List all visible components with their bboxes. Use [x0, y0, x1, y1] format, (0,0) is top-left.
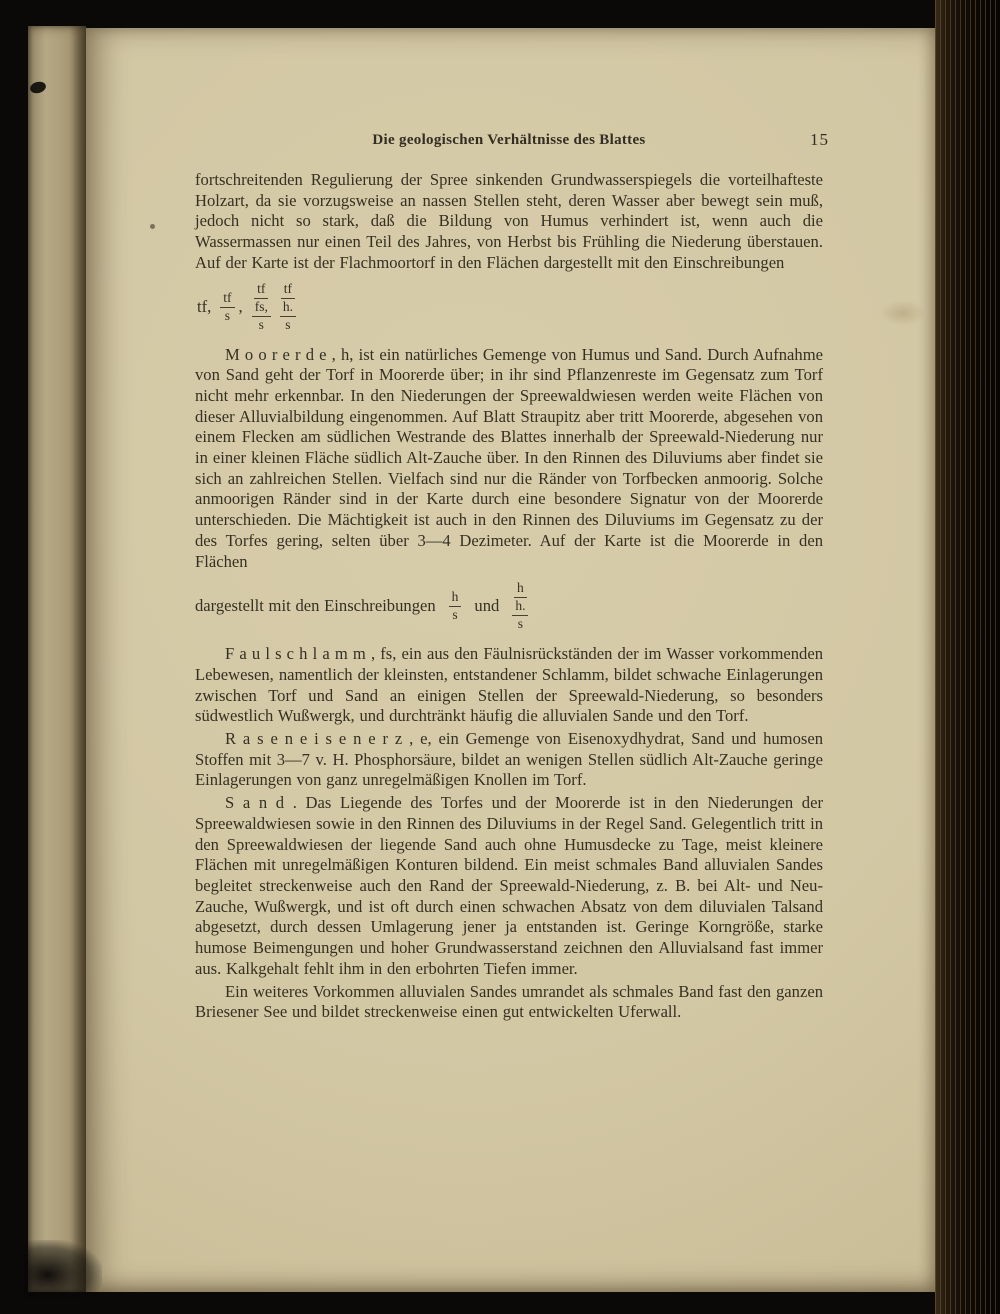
left-page-edge [28, 26, 86, 1292]
separator-comma: , [238, 297, 243, 317]
symbol-tf-over-fs-over-s [252, 281, 271, 334]
formula-conjunction-text: und [474, 595, 500, 615]
paragraph-moorerde: M o o r e r d e , h, ist ein natürliches Gemenge von Humus und Sand. Durch Aufnahme von Sand geht der Torf in Moorerde über; in ihr sind Pflanzenreste im Gegensatz zum Torf nicht mehr erkennbar. In den Niederungen der Spreewaldwiesen werden weite Flächen von dieser Alluvialbildung eingenommen. Auf Blatt Straupitz aber tritt Moorerde, abgesehen von einem Flecken am südlichen Westrande des Blattes innerhalb der Spreewald-Niederung nur in einer kleinen Fläche südlich Alt-Zauche über. In den Rinnen des Diluviums aber findet sie sich an zahlreichen Stellen. Vielfach sind nur die Ränder von Torfbecken anmoorig. Solche anmoorigen Ränder sind in der Karte durch eine besondere Signatur von der Moorerde unterschieden. Die Mächtigkeit ist auch in den Rinnen des Diluviums im Gegensatz zu der des Torfes gering, selten über 3—4 Dezimeter. Auf der Karte ist die Moorerde in den Flächen [195, 344, 823, 571]
fraction-middle: h. [512, 598, 528, 616]
fraction-middle: fs, [252, 299, 271, 317]
fraction-numerator: tf [281, 281, 295, 299]
fraction-denominator: s [285, 316, 291, 332]
page-number: 15 [810, 130, 829, 149]
book-page [86, 28, 935, 1292]
fraction-numerator: tf [254, 281, 268, 299]
paragraph-faulschlamm: F a u l s c h l a m m , fs, ein aus den Fäulnisrückständen der im Wasser vorkommenden Lebewesen, namentlich der kleinsten, entstandener Schlamm, bildet schwache Einlagerungen zwischen Torf und Sand an einigen Stellen der Spreewald-Niederung, so besonders südwestlich Wußwergk, und durchtränkt häufig die alluvialen Sande und den Torf. [195, 644, 823, 726]
running-title: Die geologischen Verhältnisse des Blattes [372, 132, 646, 148]
paragraph-flachmoortorf: fortschreitenden Regulierung der Spree sinkenden Grundwasserspiegels die vorteilhafteste Holzart, da sie vorzugsweise an nassen Stellen steht, deren Wasser aber bewegt sein muß, jedoch nicht so stark, daß die Bildung von Humus verhindert ist, wenn auch die Wassermassen nur einen Teil des Jahres, von Herbst bis Frühling die Niederung überstauen. Auf der Karte ist der Flachmoortorf in den Flächen dargestellt mit den Einschreibungen [195, 170, 823, 272]
text-block [195, 170, 823, 1023]
page-header [195, 130, 829, 154]
symbol-h-over-h-over-s [512, 580, 528, 633]
fraction-denominator: s [258, 316, 264, 332]
fraction-numerator: h [514, 580, 527, 598]
fraction-middle: h. [280, 299, 296, 317]
right-page-edges [935, 0, 1000, 1314]
symbol-tf: tf, [197, 297, 212, 317]
fraction-denominator: s [517, 615, 523, 631]
paragraph-sand: S a n d . Das Liegende des Torfes und der Moorerde ist in den Niederungen der Spreewaldwiesen sowie in den Rinnen des Diluviums in der Regel Sand. Gelegentlich tritt in den Spreewaldwiesen der liegende Sand auch ohne Humusdecke zu Tage, meist kleinere Flächen mit unregelmäßigen Konturen bildend. Ein meist schmales Band alluvialen Sandes begleitet streckenweise auch den Rand der Spreewald-Niederung, z. B. bei Alt- und Neu-Zauche, Wußwergk, und ist oft durch einen schwachen Absatz von dem diluvialen Talsand abgesetzt, durch dessen Umlagerung jener ja entstanden ist. Geringe Korngröße, starke humose Beimengungen und hoher Grundwasserstand zeichnen den Alluvialsand fast immer aus. Kalkgehalt fehlt ihm in den erbohrten Tiefen immer. [195, 793, 823, 978]
fraction-denominator: s [452, 606, 458, 622]
symbol-tf-over-h-over-s [280, 281, 296, 334]
fraction-numerator: h [449, 589, 462, 607]
formula-prefix-text: dargestellt mit den Einschreibungen [195, 595, 436, 615]
formula-moorerde-line [195, 575, 823, 637]
symbol-h-over-s [449, 589, 462, 624]
paragraph-raseneisenerz: R a s e n e i s e n e r z , e, ein Gemenge von Eisenoxydhydrat, Sand und humosen Stoffen mit 3—7 v. H. Phosphorsäure, bildet an wenigen Stellen südlich Alt-Zauche geringe Einlagerungen von ganz unregelmäßigen Knollen im Torf. [195, 729, 823, 790]
paragraph-uferwall: Ein weiteres Vorkommen alluvialen Sandes umrandet als schmales Band fast den ganzen Briesener See und bildet streckenweise einen gut entwickelten Uferwall. [195, 981, 823, 1022]
symbol-tf-over-s [220, 290, 234, 325]
fraction-numerator: tf [220, 290, 234, 308]
formula-flachmoortorf-symbols [197, 279, 823, 337]
fraction-denominator: s [224, 308, 231, 324]
